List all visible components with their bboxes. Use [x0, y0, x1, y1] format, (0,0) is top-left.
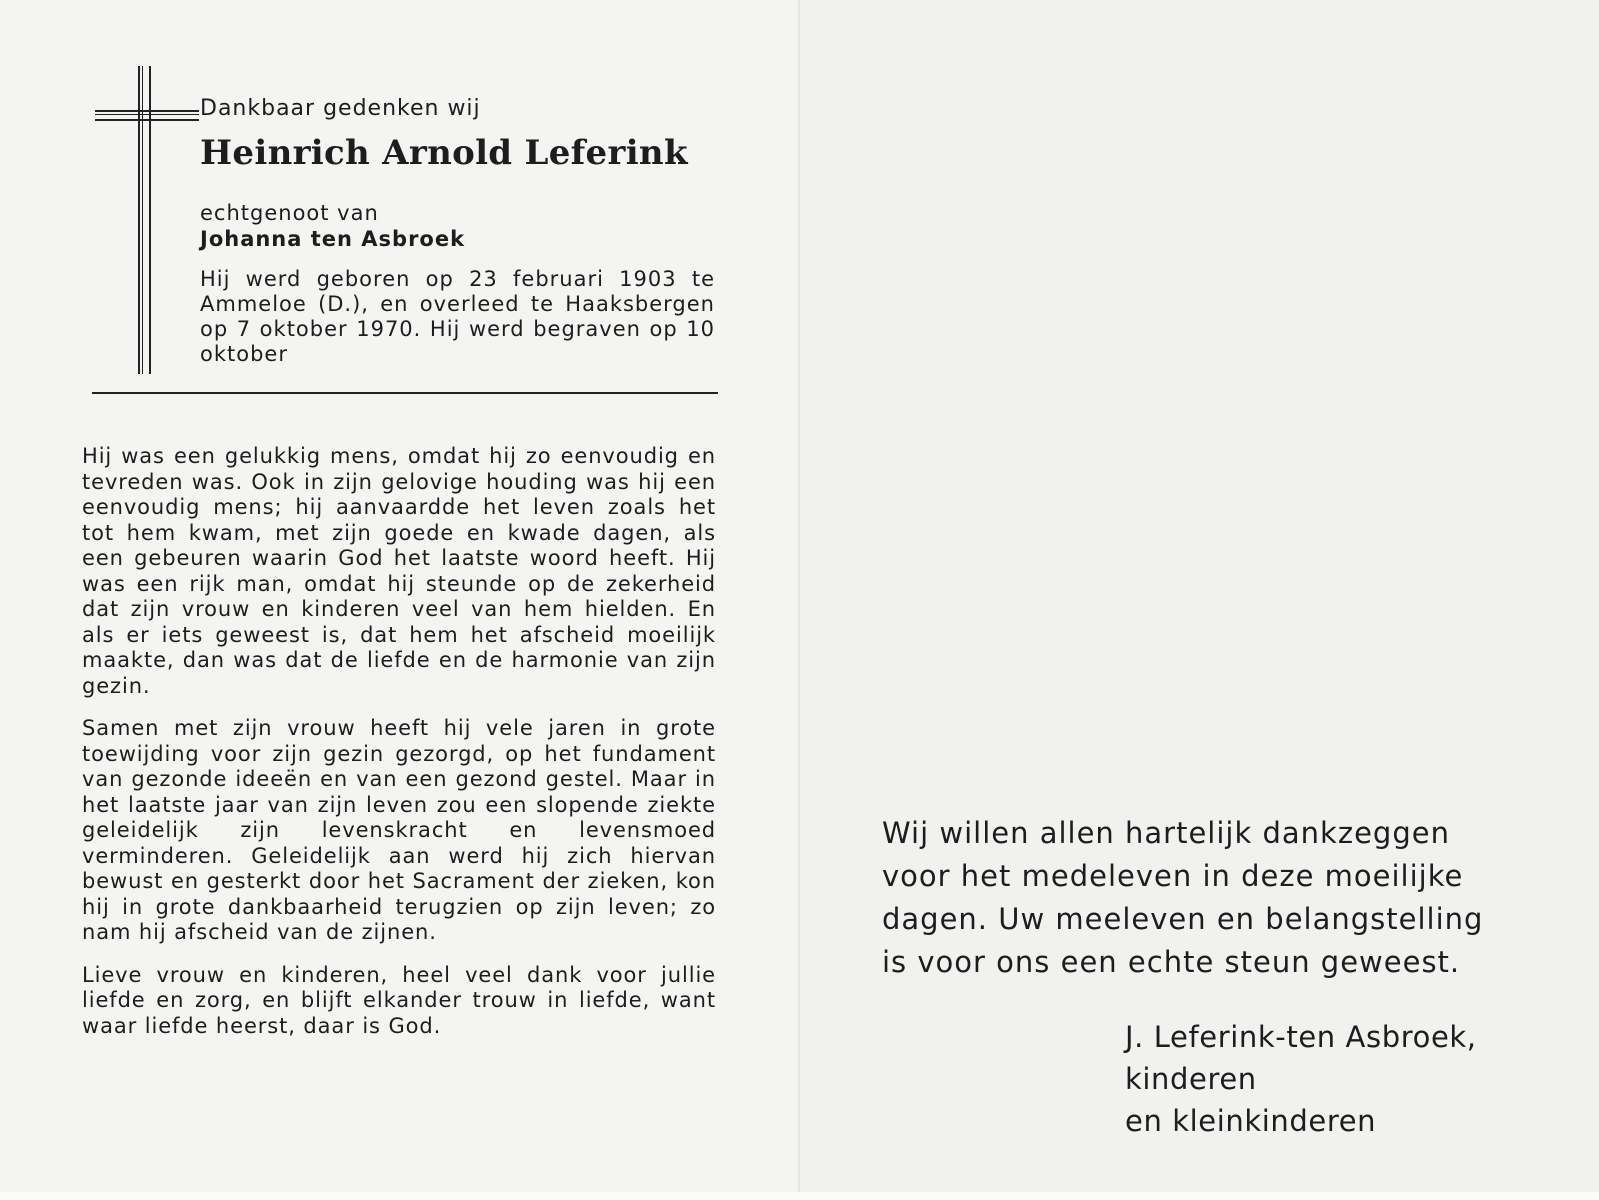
signature-line: kinderen: [1125, 1062, 1257, 1096]
thanks-text: Wij willen allen hartelijk dankzeggen voor het medeleven in deze moeilijke dagen. Uw meeleven en belangstelling is voor ons een echte steun geweest.: [882, 816, 1484, 979]
tribute-paragraph: Samen met zijn vrouw heeft hij vele jaren in grote toewijding voor zijn gezin gezorgd, op het fundament van gezonde ideeën en van een gezond gestel. Maar in het laatste jaar van zijn leven zou een slopende ziekte geleidelijk zijn levenskracht en levensmoed verminderen. Geleidelijk aan werd hij zich hiervan bewust en gesterkt door het Sacrament der zieken, kon hij in grote dankbaarheid terugzien op zijn leven; zo nam hij afscheid van de zijnen.: [82, 716, 716, 944]
cross-horizontal-bar: [95, 110, 199, 121]
deceased-name: Heinrich Arnold Leferink: [200, 133, 688, 173]
signature-line: en kleinkinderen: [1125, 1104, 1377, 1138]
spouse-label: echtgenoot van: [200, 201, 379, 225]
biography: Hij werd geboren op 23 februari 1903 te Ammeloe (D.), en overleed te Haaksbergen op 7 oktober 1970. Hij werd begraven op 10 oktober: [200, 267, 715, 366]
tribute-paragraph: Lieve vrouw en kinderen, heel veel dank voor jullie liefde en zorg, en blijft elkander trouw in liefde, want waar liefde heerst, daar is God.: [82, 962, 716, 1038]
tribute-text: [82, 444, 716, 1056]
signature-line: J. Leferink-ten Asbroek,: [1125, 1020, 1477, 1054]
thanks-block: [882, 812, 1512, 984]
divider-rule: [92, 392, 718, 394]
intro-text: Dankbaar gedenken wij: [200, 96, 481, 121]
cross-icon: [95, 66, 205, 376]
spouse-name: Johanna ten Asbroek: [200, 227, 466, 251]
tribute-paragraph: Hij was een gelukkig mens, omdat hij zo eenvoudig en tevreden was. Ook in zijn gelovige houding was hij een eenvoudig mens; hij aanvaardde het leven zoals het tot hem kwam, met zijn goede en kwade dagen, als een gebeuren waarin God het laatste woord heeft. Hij was een rijk man, omdat hij steunde op de zekerheid dat zijn vrouw en kinderen veel van hem hielden. En als er iets geweest is, dat hem het afscheid moeilijk maakte, dan was dat de liefde en de harmonie van zijn gezin.: [82, 444, 716, 698]
heading-block: [200, 96, 720, 367]
signature-block: [1125, 1016, 1545, 1142]
scan-edge: [0, 1192, 1599, 1200]
